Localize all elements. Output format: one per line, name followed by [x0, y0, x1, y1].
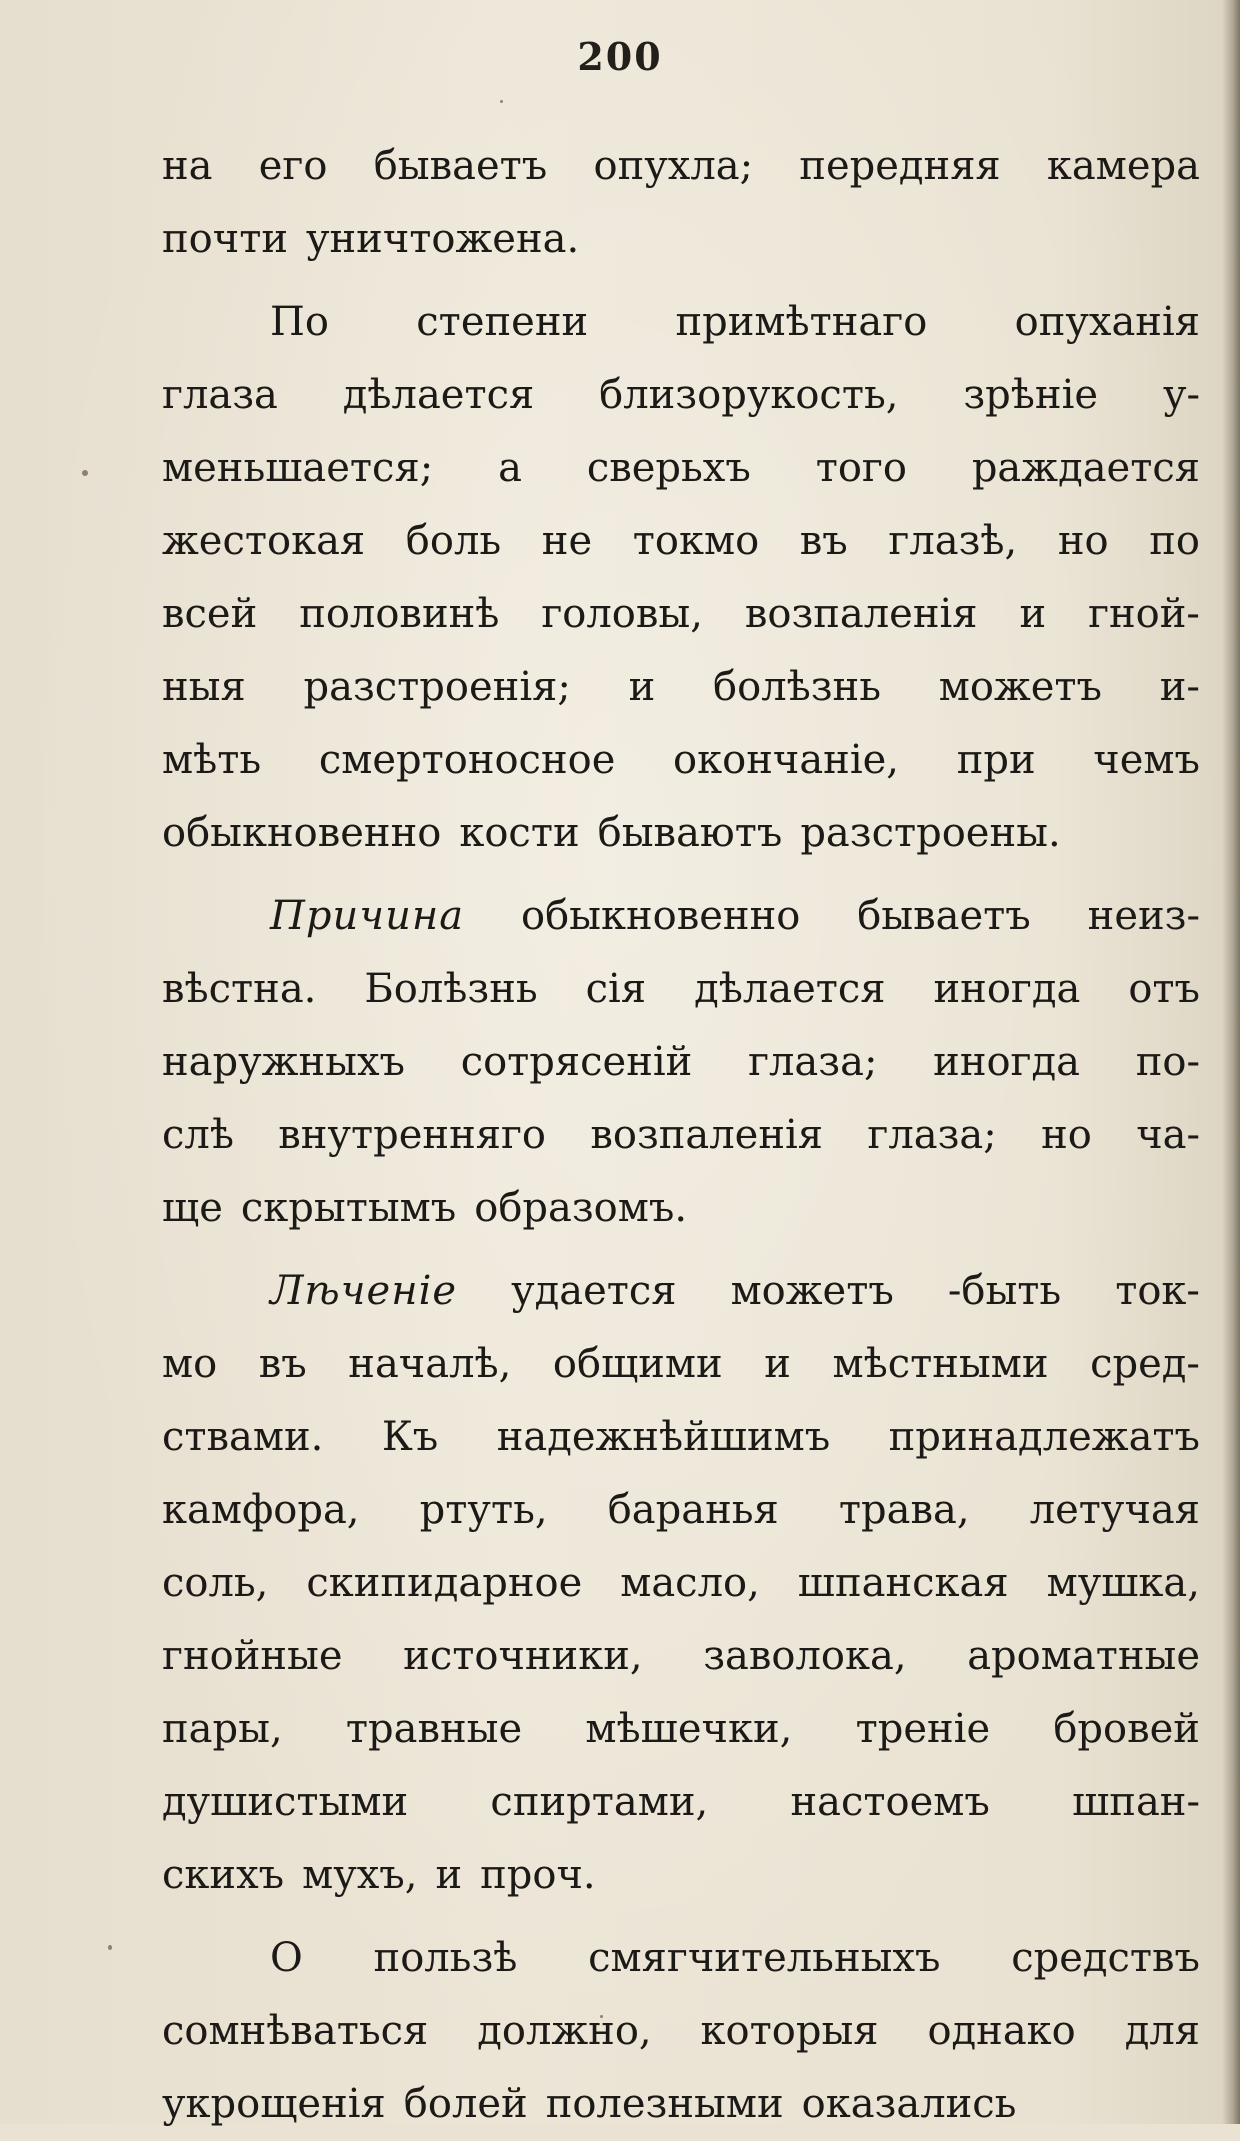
- word: пользѣ: [373, 1935, 518, 1981]
- word: спиртами,: [490, 1779, 709, 1825]
- text-line: [162, 1172, 1200, 1245]
- word: настоемъ: [790, 1779, 990, 1825]
- word: боль: [405, 518, 502, 564]
- word: смягчительныхъ: [588, 1935, 941, 1981]
- word: смертоносное: [318, 737, 616, 783]
- word: у-: [1162, 372, 1200, 418]
- word: дѣлается: [694, 966, 886, 1012]
- word: мѣшечки,: [585, 1706, 793, 1752]
- word: травные: [345, 1706, 523, 1752]
- word: и: [764, 1341, 791, 1387]
- word: ствами.: [162, 1414, 324, 1460]
- word: По: [270, 299, 329, 345]
- word: иногда: [933, 1039, 1080, 1085]
- word: половинѣ: [299, 591, 500, 637]
- text-line: [162, 505, 1200, 578]
- word: чемъ: [1093, 737, 1200, 783]
- word: почти: [162, 216, 288, 262]
- word: можетъ: [730, 1268, 894, 1314]
- word: мухъ,: [302, 1852, 418, 1898]
- word: полезными: [545, 2081, 784, 2127]
- word: для: [1124, 2008, 1200, 2054]
- word: вѣстна.: [162, 966, 317, 1012]
- text-line: [162, 432, 1200, 505]
- word: по: [1149, 518, 1200, 564]
- word: болей: [403, 2081, 528, 2127]
- word: кости: [459, 810, 580, 856]
- word: возпаленія: [744, 591, 978, 637]
- text-line: [162, 1255, 1200, 1328]
- text-line: [162, 797, 1200, 870]
- word: Болѣзнь: [364, 966, 538, 1012]
- text-line: [162, 1099, 1200, 1172]
- word: бровей: [1053, 1706, 1200, 1752]
- word: разстроенія;: [303, 664, 571, 710]
- word: ча-: [1136, 1112, 1200, 1158]
- paper-speck: [82, 470, 88, 476]
- word: зрѣніе: [963, 372, 1099, 418]
- word: по-: [1135, 1039, 1200, 1085]
- word: глаза;: [867, 1112, 997, 1158]
- word: масло,: [620, 1560, 760, 1606]
- word: жестокая: [162, 518, 366, 564]
- word: наружныхъ: [162, 1039, 405, 1085]
- text-line: [162, 359, 1200, 432]
- word: Лѣченіе: [270, 1268, 458, 1314]
- word: но: [1041, 1112, 1092, 1158]
- word: его: [258, 143, 328, 189]
- word: и: [628, 664, 656, 710]
- word: сотрясеній: [460, 1039, 693, 1085]
- text-line: [162, 953, 1200, 1026]
- word: глаза;: [748, 1039, 878, 1085]
- word: началѣ,: [348, 1341, 512, 1387]
- word: мо: [162, 1341, 218, 1387]
- word: скипидарное: [306, 1560, 583, 1606]
- word: въ: [799, 518, 848, 564]
- word: источники,: [403, 1633, 643, 1679]
- word: мѣть: [162, 737, 262, 783]
- word: на: [162, 143, 213, 189]
- word: а: [498, 445, 522, 491]
- word: бываетъ: [373, 143, 548, 189]
- text-line: [162, 1026, 1200, 1099]
- text-line: [162, 880, 1200, 953]
- word: мушка,: [1046, 1560, 1200, 1606]
- word: треніе: [855, 1706, 991, 1752]
- word: всей: [162, 591, 258, 637]
- text-line: [162, 286, 1200, 359]
- paper-speck: [500, 100, 503, 103]
- word: однако: [927, 2008, 1076, 2054]
- word: трава,: [838, 1487, 970, 1533]
- text-line: [162, 651, 1200, 724]
- word: шпан-: [1072, 1779, 1200, 1825]
- word: средствъ: [1011, 1935, 1200, 1981]
- word: удается: [511, 1268, 677, 1314]
- word: которыя: [700, 2008, 879, 2054]
- word: пары,: [162, 1706, 283, 1752]
- text-line: [162, 203, 1200, 276]
- word: проч.: [480, 1852, 596, 1898]
- text-line: [162, 578, 1200, 651]
- word: надежнѣйшимъ: [496, 1414, 831, 1460]
- word: камфора,: [162, 1487, 360, 1533]
- word: О: [270, 1935, 303, 1981]
- body-text: [162, 130, 1200, 2141]
- word: сред-: [1090, 1341, 1200, 1387]
- word: возпаленія: [590, 1112, 824, 1158]
- text-line: [162, 1547, 1200, 1620]
- word: примѣтнаго: [675, 299, 928, 345]
- word: скихъ: [162, 1852, 285, 1898]
- word: въ: [258, 1341, 307, 1387]
- word: не: [541, 518, 593, 564]
- word: иногда: [933, 966, 1081, 1012]
- text-line: [162, 1328, 1200, 1401]
- word: ртуть,: [419, 1487, 548, 1533]
- word: того: [815, 445, 907, 491]
- word: и: [435, 1852, 463, 1898]
- word: ныя: [162, 664, 246, 710]
- word: степени: [416, 299, 589, 345]
- word: -быть: [947, 1268, 1062, 1314]
- word: укрощенія: [162, 2081, 386, 2127]
- word: но: [1057, 518, 1109, 564]
- text-line: [162, 1922, 1200, 1995]
- text-line: [162, 1474, 1200, 1547]
- word: сверьхъ: [586, 445, 751, 491]
- word: Къ: [381, 1414, 439, 1460]
- word: баранья: [607, 1487, 779, 1533]
- word: окончаніе,: [673, 737, 900, 783]
- text-line: [162, 1620, 1200, 1693]
- word: дѣлается: [342, 372, 535, 418]
- text-line: [162, 130, 1200, 203]
- word: опуханія: [1014, 299, 1200, 345]
- word: обыкновенно: [520, 893, 801, 939]
- word: камера: [1046, 143, 1200, 189]
- word: ароматные: [967, 1633, 1200, 1679]
- word: образомъ.: [474, 1185, 688, 1231]
- word: ще: [162, 1185, 223, 1231]
- page-edge-shadow: [1222, 0, 1240, 2124]
- word: головы,: [541, 591, 703, 637]
- word: болѣзнь: [713, 664, 881, 710]
- text-line: [162, 1995, 1200, 2068]
- word: отъ: [1128, 966, 1200, 1012]
- word: скрытымъ: [240, 1185, 457, 1231]
- word: должно,: [477, 2008, 652, 2054]
- word: разстроены.: [800, 810, 1061, 856]
- word: мѣстными: [832, 1341, 1049, 1387]
- word: глазѣ,: [888, 518, 1018, 564]
- word: передняя: [799, 143, 1001, 189]
- word: летучая: [1029, 1487, 1200, 1533]
- word: внутренняго: [278, 1112, 546, 1158]
- word: близорукость,: [599, 372, 899, 418]
- word: и-: [1159, 664, 1200, 710]
- word: опухла;: [593, 143, 754, 189]
- paper-speck: [108, 1945, 112, 1950]
- word: можетъ: [938, 664, 1102, 710]
- word: меньшается;: [162, 445, 434, 491]
- text-line: [162, 1766, 1200, 1839]
- word: оказались: [801, 2081, 1017, 2127]
- word: соль,: [162, 1560, 269, 1606]
- word: раждается: [971, 445, 1200, 491]
- word: бываетъ: [857, 893, 1031, 939]
- word: и: [1019, 591, 1047, 637]
- text-line: [162, 724, 1200, 797]
- text-line: [162, 2068, 1200, 2141]
- word: глаза: [162, 372, 278, 418]
- word: сія: [585, 966, 647, 1012]
- word: Причина: [270, 893, 465, 939]
- word: шпанская: [797, 1560, 1009, 1606]
- word: сомнѣваться: [162, 2008, 429, 2054]
- word: неиз-: [1087, 893, 1200, 939]
- word: принадлежатъ: [888, 1414, 1200, 1460]
- word: бываютъ: [597, 810, 783, 856]
- text-line: [162, 1693, 1200, 1766]
- text-line: [162, 1401, 1200, 1474]
- word: при: [956, 737, 1036, 783]
- word: гной-: [1088, 591, 1200, 637]
- word: слѣ: [162, 1112, 234, 1158]
- word: уничтожена.: [305, 216, 580, 262]
- word: обыкновенно: [162, 810, 442, 856]
- word: заволока,: [703, 1633, 907, 1679]
- word: ток-: [1115, 1268, 1200, 1314]
- word: душистыми: [162, 1779, 409, 1825]
- word: общими: [552, 1341, 723, 1387]
- word: токмо: [632, 518, 760, 564]
- text-line: [162, 1839, 1200, 1912]
- word: гнойные: [162, 1633, 343, 1679]
- page-number: 200: [577, 34, 663, 79]
